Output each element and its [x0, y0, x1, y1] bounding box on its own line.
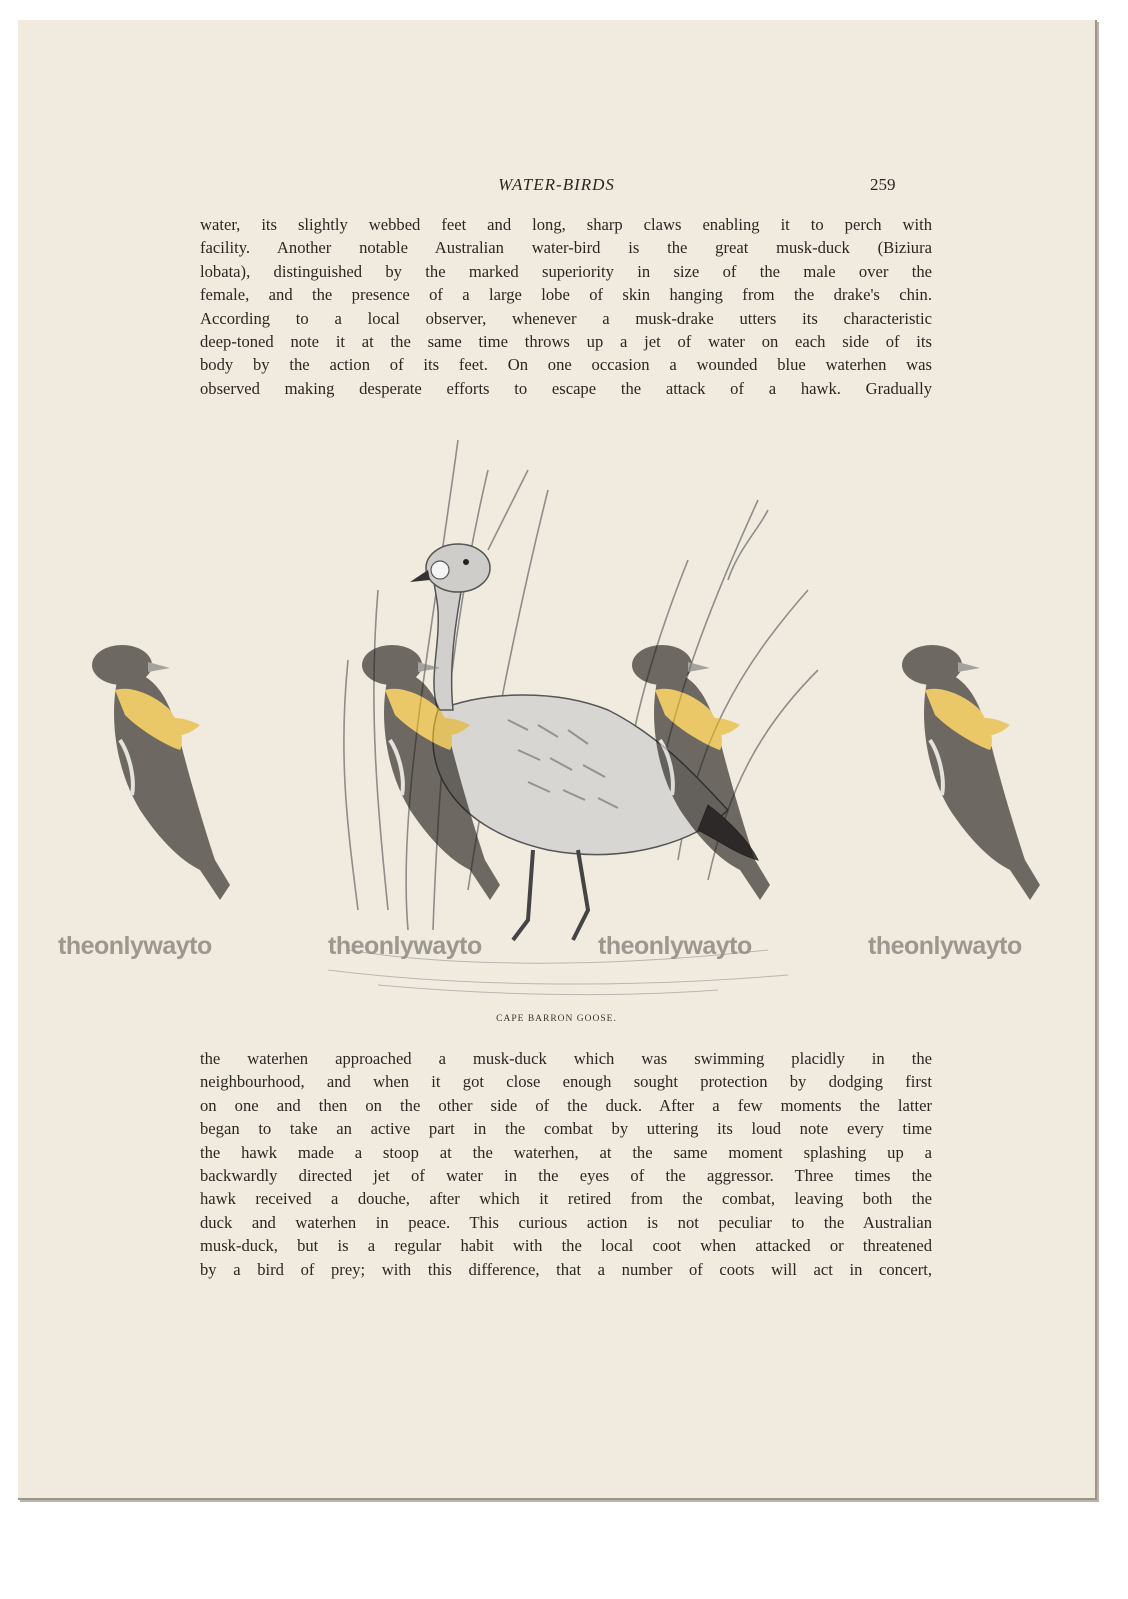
text-line: observed making desperate efforts to escape the attack of a hawk. Gradually	[200, 378, 932, 398]
text-line: facility. Another notable Australian water-bird is the great musk-duck (Biziura	[200, 238, 932, 258]
text-line: the hawk made a stoop at the waterhen, at the same moment splashing up a	[200, 1142, 932, 1162]
text-line: female, and the presence of a large lobe of skin hanging from the drake's chin.	[200, 285, 932, 305]
text-line: water, its slightly webbed feet and long, sharp claws enabling it to perch with	[200, 215, 932, 234]
watermark-text: theonlywayto	[328, 932, 482, 960]
text-line: hawk received a douche, after which it retired from the combat, leaving both the	[200, 1189, 932, 1209]
figure-caption: CAPE BARRON GOOSE.	[496, 1014, 617, 1024]
book-page	[18, 20, 1097, 1500]
watermark-text: theonlywayto	[58, 932, 212, 960]
text-line: by a bird of prey; with this difference, that a number of coots will act in concert,	[200, 1259, 932, 1279]
text-line: body by the action of its feet. On one occasion a wounded blue waterhen was	[200, 355, 932, 375]
oriole-watermark-icon	[600, 630, 790, 910]
text-line: the waterhen approached a musk-duck which was swimming placidly in the	[200, 1049, 932, 1068]
watermark-text: theonlywayto	[598, 932, 752, 960]
text-line: lobata), distinguished by the marked superiority in size of the male over the	[200, 261, 932, 281]
text-line: According to a local observer, whenever a musk-drake utters its characteristic	[200, 308, 932, 328]
text-line: backwardly directed jet of water in the eyes of the aggressor. Three times the	[200, 1166, 932, 1186]
text-line: on one and then on the other side of the duck. After a few moments the latter	[200, 1095, 932, 1115]
oriole-watermark-icon	[330, 630, 520, 910]
text-line: deep-toned note it at the same time throws up a jet of water on each side of its	[200, 332, 932, 352]
text-line: began to take an active part in the combat by uttering its loud note every time	[200, 1119, 932, 1139]
page-number: 259	[870, 175, 896, 194]
text-line: neighbourhood, and when it got close enough sought protection by dodging first	[200, 1072, 932, 1092]
oriole-watermark-icon	[870, 630, 1060, 910]
paragraph-bottom	[200, 1047, 932, 1281]
text-line: musk-duck, but is a regular habit with the local coot when attacked or threatened	[200, 1236, 932, 1256]
watermark-text: theonlywayto	[868, 932, 1022, 960]
running-title: WATER-BIRDS	[498, 175, 615, 194]
text-line: duck and waterhen in peace. This curious action is not peculiar to the Australian	[200, 1212, 932, 1232]
oriole-watermark-icon	[60, 630, 250, 910]
paragraph-top	[200, 213, 932, 400]
